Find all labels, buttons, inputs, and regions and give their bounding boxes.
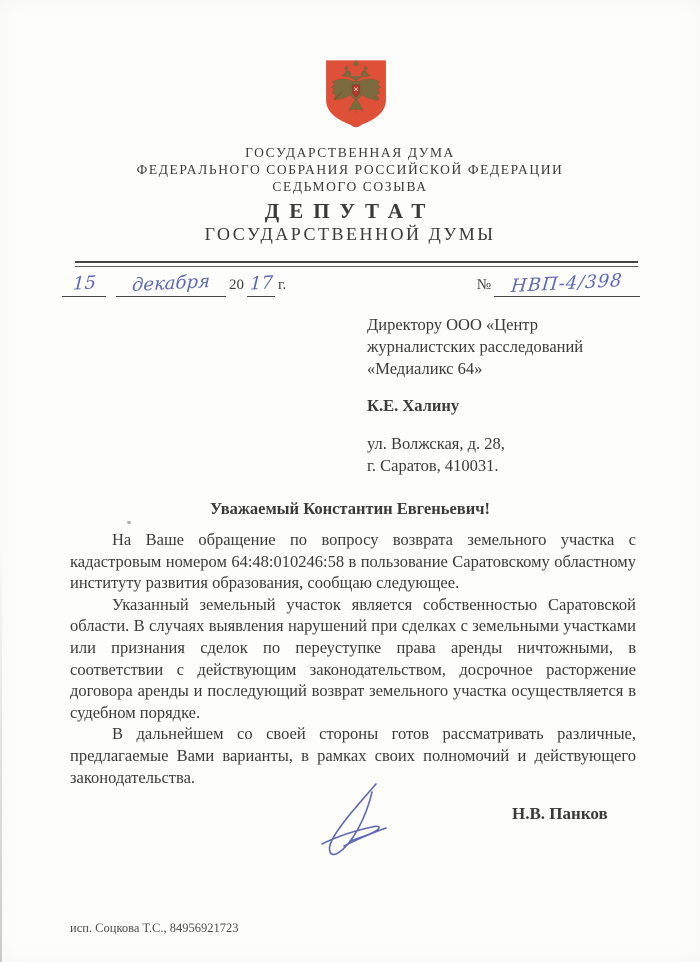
date-day-field <box>62 274 106 297</box>
number-label: № <box>476 277 491 293</box>
letterhead-org-line3: СЕДЬМОГО СОЗЫВА <box>272 179 428 194</box>
salutation: Уважаемый Константин Евгеньевич! <box>209 499 491 518</box>
year-unit: г. <box>278 277 287 293</box>
handwritten-year: 17 <box>249 272 274 295</box>
number-field <box>494 270 640 297</box>
executor-note: исп. Соцкова Т.С., 84956921723 <box>70 921 239 935</box>
recipient-org-line: журналистских расследований <box>367 337 584 356</box>
body-paragraph: На Ваше обращение по вопросу возврата земельного участка с кадастровым номером 64:48:010246:58 в пользование Саратовскому областному институту развития образования, сообщаю следующее. <box>70 530 636 593</box>
handwritten-day: 15 <box>72 272 97 295</box>
date-month-field <box>116 270 226 297</box>
letterhead-org-line1: ГОСУДАРСТВЕННАЯ ДУМА <box>245 145 455 160</box>
letter-body <box>70 529 636 788</box>
scan-artifact <box>127 521 131 524</box>
body-paragraph: В дальнейшем со своей стороны готов рассматривать различные, предлагаемые Вами варианты, в рамках своих полномочий и действующего законодательства. <box>70 724 636 787</box>
scan-edge-artifact <box>0 542 2 962</box>
coat-of-arms-icon <box>322 57 390 133</box>
handwritten-month: декабря <box>131 270 211 297</box>
letterhead-divider <box>75 261 638 267</box>
handwritten-signature-icon <box>310 778 408 868</box>
date-year-field <box>247 274 275 297</box>
handwritten-number: НВП-4/398 <box>510 270 624 297</box>
address-line: ул. Волжская, д. 28, <box>367 434 505 453</box>
recipient-name: К.Е. Халину <box>367 396 460 415</box>
recipient-address <box>367 433 583 477</box>
year-prefix: 20 <box>229 277 244 293</box>
recipient-block <box>367 314 583 477</box>
reference-line <box>62 270 640 297</box>
recipient-org-line: «Медиаликс 64» <box>367 359 483 378</box>
address-line: г. Саратов, 410031. <box>367 456 499 475</box>
signatory-name: Н.В. Панков <box>512 804 608 823</box>
body-paragraph: Указанный земельный участок является собственностью Саратовской области. В случаях выявления нарушений при сделках с земельными участками или признания сделок по переуступке права аренды ничтожными, в соответствии с действующим законодательством, досрочное расторжение договора аренды и последующий возврат земельного участка осуществляется в судебном порядке. <box>70 594 636 722</box>
recipient-org-line: Директору ООО «Центр <box>367 315 538 334</box>
letterhead-title-deputy: ДЕПУТАТ <box>264 199 436 223</box>
letterhead-title-duma: ГОСУДАРСТВЕННОЙ ДУМЫ <box>204 224 496 244</box>
letterhead-org-line2: ФЕДЕРАЛЬНОГО СОБРАНИЯ РОССИЙСКОЙ ФЕДЕРАЦИИ <box>136 162 564 177</box>
